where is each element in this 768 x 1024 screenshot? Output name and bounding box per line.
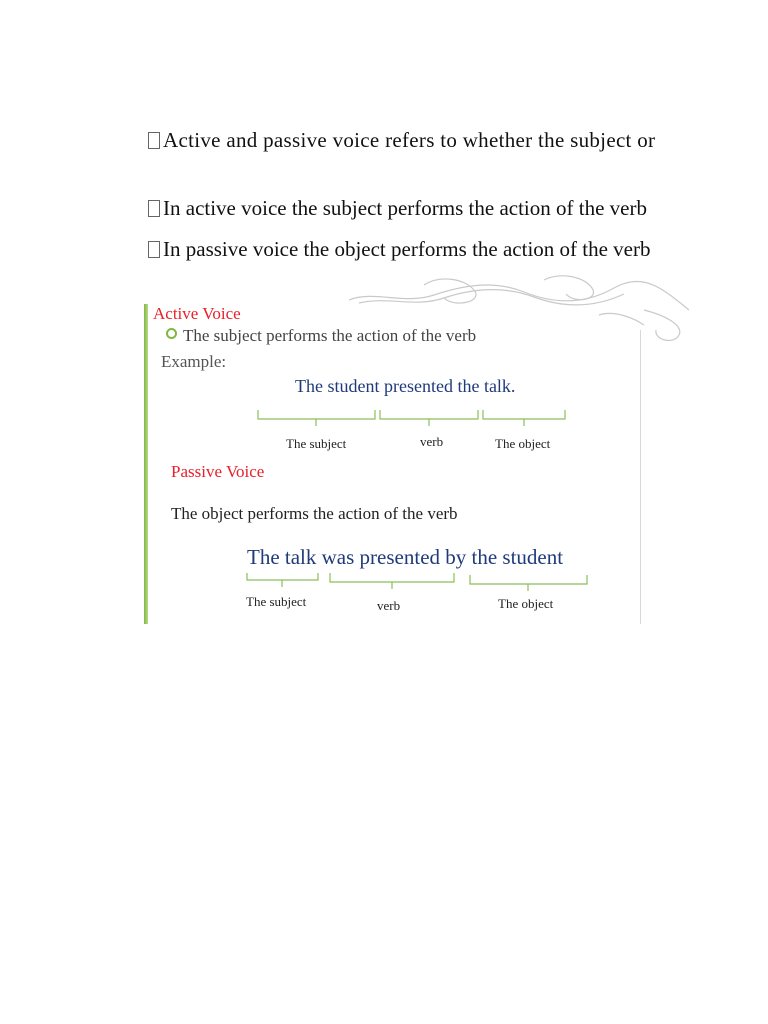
- bullet-text-3: In passive voice the object performs the action of the verb: [163, 237, 651, 261]
- passive-voice-title: Passive Voice: [171, 462, 265, 481]
- bullet-line-1: [148, 128, 655, 153]
- active-subject-label: The subject: [286, 436, 347, 451]
- passive-verb-bracket: [330, 573, 454, 589]
- bullet-text-1: Active and passive voice refers to whether the subject or: [163, 128, 656, 152]
- passive-example-sentence: The talk was presented by the student: [247, 545, 564, 569]
- active-object-bracket: [483, 410, 565, 426]
- active-voice-title: Active Voice: [153, 304, 241, 323]
- bullet-line-2: [148, 196, 647, 221]
- bullet-text-2: In active voice the subject performs the action of the verb: [163, 196, 647, 220]
- active-voice-point-text: The subject performs the action of the verb: [183, 326, 477, 345]
- passive-object-bracket: [470, 575, 587, 591]
- missing-glyph-icon: [148, 241, 160, 258]
- missing-glyph-icon: [148, 200, 160, 217]
- passive-verb-label: verb: [377, 598, 401, 613]
- active-verb-bracket: [380, 410, 478, 426]
- passive-voice-point: The object performs the action of the verb: [171, 504, 458, 523]
- passive-subject-bracket: [247, 573, 318, 587]
- example-label: Example:: [161, 352, 227, 371]
- bracket-markers: [144, 270, 696, 624]
- passive-object-label: The object: [498, 596, 554, 611]
- embedded-slide-image: [144, 270, 696, 624]
- passive-subject-label: The subject: [246, 594, 307, 609]
- active-object-label: The object: [495, 436, 551, 451]
- active-verb-label: verb: [420, 434, 444, 449]
- active-subject-bracket: [258, 410, 375, 426]
- bullet-line-3: [148, 237, 651, 262]
- missing-glyph-icon: [148, 132, 160, 149]
- active-example-sentence: The student presented the talk.: [295, 376, 516, 396]
